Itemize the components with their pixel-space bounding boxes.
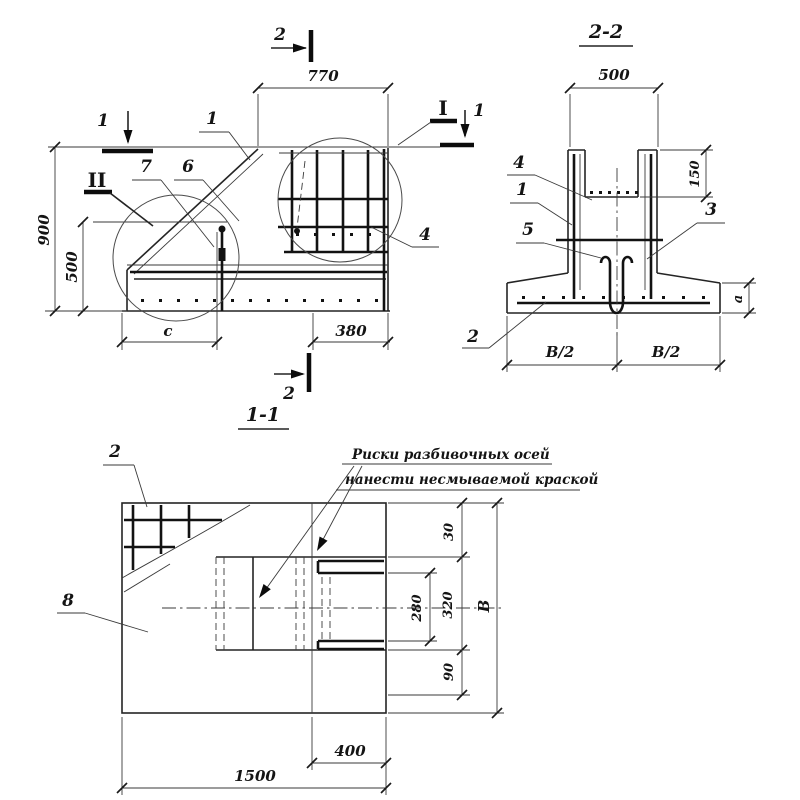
- pos-3-section-label: 3: [705, 200, 717, 220]
- dim-400-label: 400: [334, 742, 366, 760]
- dim-500-section: [565, 66, 663, 147]
- dim-770-label: 770: [307, 67, 339, 85]
- section-marker-1-right-label: 1: [473, 101, 485, 121]
- section-marker-1-left-label: 1: [97, 111, 109, 131]
- plan-corner-mesh: [122, 505, 250, 592]
- note-line-1: Риски разбивочных осей: [352, 447, 550, 463]
- dim-half-b: [502, 316, 725, 372]
- pos-4-section-label: 4: [513, 153, 525, 173]
- detail-marker-II-label: II: [87, 168, 107, 192]
- pos-label-6: [174, 157, 239, 221]
- dim-90-label: 90: [442, 662, 457, 682]
- dim-280: [388, 568, 437, 646]
- pos-label-3-section: [647, 200, 725, 259]
- dim-320-label: 320: [441, 591, 456, 619]
- dim-a-label: а: [731, 294, 746, 304]
- dim-150-label: 150: [688, 160, 703, 188]
- pos-label-8-plan: [57, 591, 148, 632]
- dim-c-label: с: [163, 322, 173, 340]
- dim-280-label: 280: [410, 594, 425, 622]
- dim-380: [308, 313, 393, 350]
- section-marker-2-bottom: [274, 353, 309, 404]
- dim-1500-label: 1500: [234, 767, 276, 785]
- dim-90: [388, 650, 470, 700]
- section-2-2-title-label: 2-2: [588, 21, 624, 43]
- note-line-2: нанести несмываемой краской: [345, 472, 599, 488]
- slab-rebar-dots: [141, 299, 378, 302]
- section-1-1-title: [238, 404, 289, 429]
- dim-500-section-label: 500: [598, 66, 630, 84]
- section-2-2-rebar: [517, 154, 710, 313]
- dim-a: [722, 278, 756, 318]
- dim-380-label: 380: [335, 322, 367, 340]
- section-marker-2-top-label: 2: [274, 25, 286, 45]
- dim-30-label: 30: [442, 522, 457, 542]
- dim-400: [307, 717, 391, 795]
- main-view: [35, 25, 485, 404]
- dim-30: [388, 498, 470, 562]
- section-marker-2-bottom-label: 2: [283, 384, 295, 404]
- dim-half-b-left-label: В/2: [545, 343, 575, 361]
- plan-note: [255, 447, 598, 601]
- pos-2-plan-label: 2: [109, 442, 121, 462]
- main-view-outline: [48, 147, 440, 311]
- pos-label-2-section: [462, 302, 546, 348]
- section-2-2-title: [579, 21, 633, 46]
- dim-500-left: [63, 217, 88, 316]
- embedded-channels: [318, 561, 384, 649]
- dim-500-left-label: 500: [63, 251, 81, 283]
- pos-8-plan-label: 8: [62, 591, 74, 611]
- reinforcement-mesh: [278, 149, 388, 311]
- section-marker-1-left: [97, 111, 153, 151]
- section-1-1: [57, 404, 599, 795]
- pos-7-label: 7: [140, 157, 152, 177]
- dim-320: [388, 557, 470, 655]
- pos-2-section-label: 2: [467, 327, 479, 347]
- dim-c: [117, 232, 222, 350]
- dim-900: [35, 142, 127, 316]
- section-1-1-title-label: 1-1: [245, 404, 281, 426]
- pos-4-label: 4: [419, 225, 431, 245]
- hairpin-anchor: [601, 257, 632, 313]
- pos-1-section-label: 1: [516, 180, 528, 200]
- pos-5-section-label: 5: [522, 220, 534, 240]
- dim-b-label: В: [475, 599, 493, 613]
- detail-marker-I: [398, 96, 457, 145]
- section-2-2: [462, 21, 756, 372]
- pos-label-1: [199, 109, 250, 160]
- dim-900-label: 900: [35, 214, 53, 246]
- pos-1-label: 1: [206, 109, 218, 129]
- pos-label-2-plan: [103, 442, 147, 507]
- dim-half-b-right-label: В/2: [651, 343, 681, 361]
- detail-marker-I-label: I: [438, 96, 448, 120]
- pos-6-label: 6: [182, 157, 194, 177]
- dim-770: [253, 67, 393, 146]
- section-marker-2-top: [271, 25, 311, 62]
